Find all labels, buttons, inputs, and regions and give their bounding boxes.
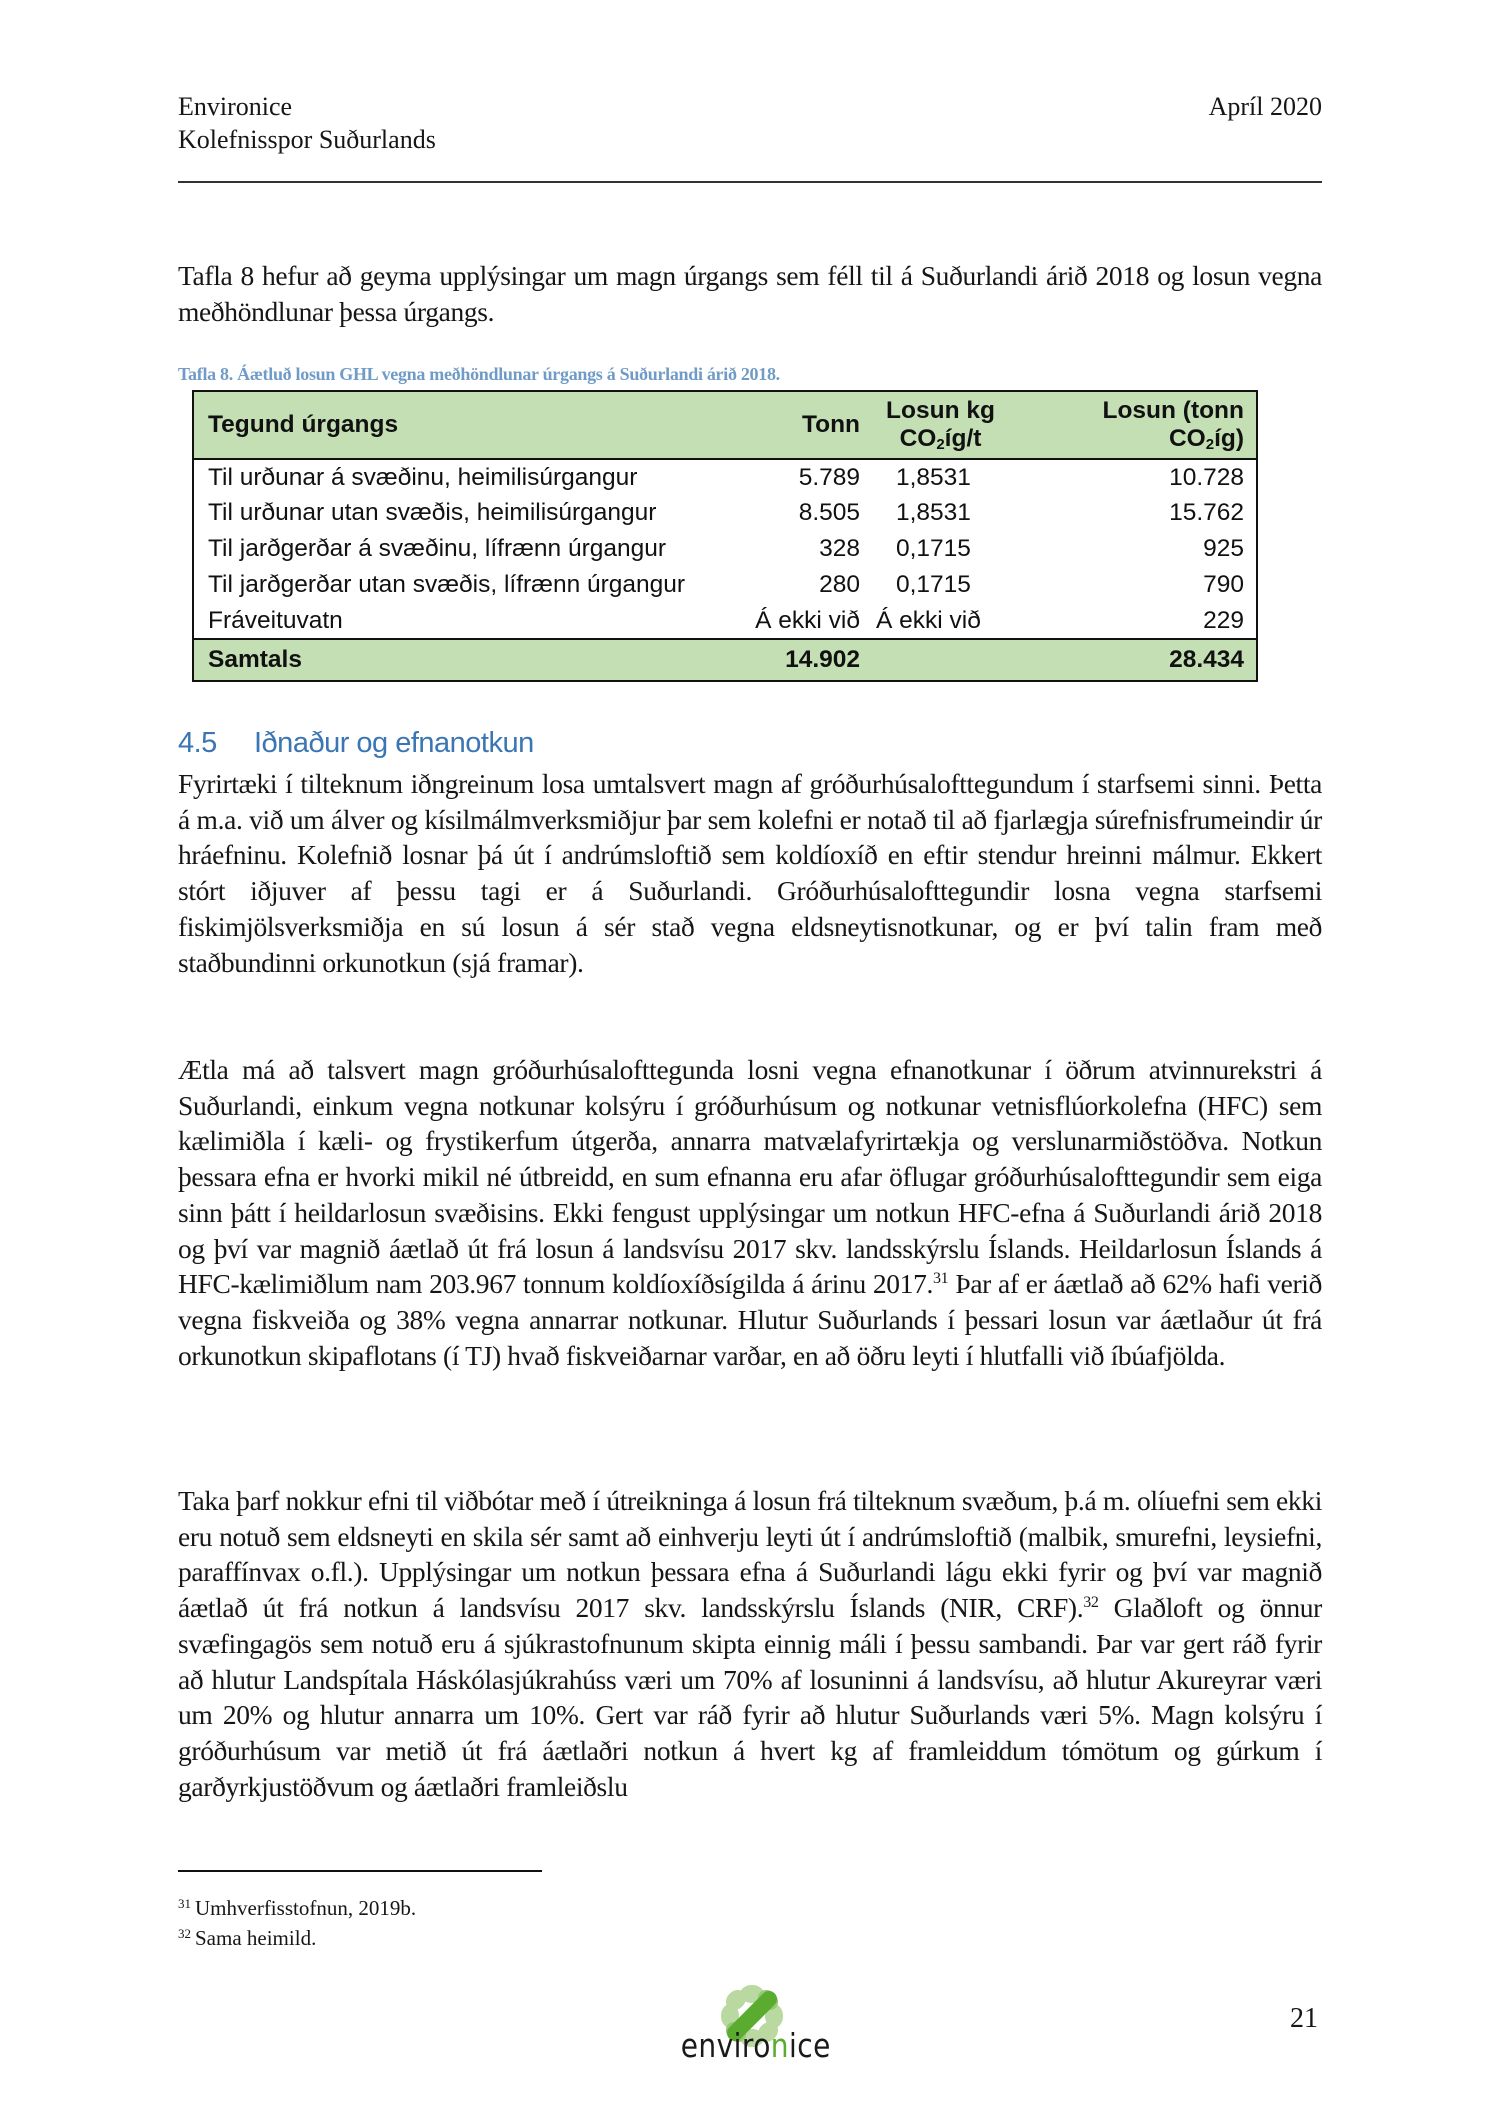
cell-type: Fráveituvatn: [208, 606, 343, 634]
paragraph-industry: Fyrirtæki í tilteknum iðngreinum losa umtalsvert magn af gróðurhúsalofttegundum í starfsemi sinni. Þetta á m.a. við um álver og kísilmálmverksmiðjur þar sem kolefni er notað til að fjarlægja súrefnisfrumeindir úr hráefninu. Kolefnið losnar þá út í andrúmsloftið sem koldíoxíð en eftir stendur hreinni málmur. Ekkert stórt iðjuver af þessu tagi er á Suðurlandi. Gróðurhúsalofttegundir losna vegna starfsemi fiskimjölsverksmiðja en sú losun á sér stað vegna eldsneytisnotkunar, og er því talin fram með staðbundinni orkunotkun (sjá framar).: [178, 768, 1322, 978]
factor-header-line1: Losun kg: [886, 397, 995, 424]
cell-type: Til jarðgerðar utan svæðis, lífrænn úrgangur: [208, 571, 686, 598]
total-factor: [868, 639, 1013, 681]
total-tonn: 14.902: [713, 639, 868, 681]
section-title: Iðnaður og efnanotkun: [254, 727, 534, 759]
header-left: [178, 90, 436, 156]
cell-emission: 10.728: [1169, 463, 1244, 491]
footnote-32: $^{32}$ Sama heimild.: [178, 1926, 317, 1950]
footnotes: [178, 1893, 416, 1953]
intro-paragraph: Tafla 8 hefur að geyma upplýsingar um magn úrgangs sem féll til á Suðurlandi árið 2018 og losun vegna meðhöndlunar þessa úrgangs.: [178, 260, 1322, 327]
cell-tonn: 8.505: [798, 499, 860, 526]
cell-tonn: 328: [819, 535, 860, 562]
header-report-title: Kolefnisspor Suðurlands: [178, 125, 436, 154]
paragraph-chemical-use: Ætla má að talsvert magn gróðurhúsalofttegunda losni vegna efnanotkunar í öðrum atvinnurekstri á Suðurlandi, einkum vegna notkunar kolsýru í gróðurhúsum og notkunar vetnisflúorkolefna (HFC) sem kælimiðla í kæli- og frystikerfum útgerða, annarra matvælafyrirtækja og verslunarmiðstöðva. Notkun þessara efna er hvorki mikil né útbreidd, en sum efnanna eru afar öflugar gróðurhúsalofttegundir sem eiga sinn þátt í heildarlosun svæðisins. Ekki fengust upplýsingar um notkun HFC-efna á Suðurlandi árið 2018 og því var magnið áætlað út frá losun á landsvísu 2017 skv. landsskýrslu Íslands. Heildarlosun Íslands á HFC-kælimiðlum nam 203.967 tonnum koldíoxíðsígilda á árinu 2017.31 Þar af er áætlað að 62% hafi verið vegna fiskveiða og 38% vegna annarrar notkunar. Hlutur Suðurlands í þessari losun var áætlaður út frá orkunotkun skipaflotans (í TJ) hvað fiskveiðarnar varðar, en að öðru leyti í hlutfalli við íbúafjölda.: [178, 1054, 1322, 1371]
cell-type: Til jarðgerðar á svæðinu, lífrænn úrgangur: [208, 535, 667, 562]
cell-factor: 1,8531: [896, 463, 971, 491]
column-header-emission: Losun (tonn $CO_2íg$): [1013, 391, 1257, 459]
footnote-ref-32[interactable]: 32: [1083, 1594, 1099, 1612]
table-caption: Tafla 8. Áætluð losun GHL vegna meðhöndlunar úrgangs á Suðurlandi árið 2018.: [178, 364, 780, 384]
page-number: 21: [1290, 2003, 1318, 2034]
table-row: [193, 567, 1257, 603]
table-row: [193, 603, 1257, 639]
cell-emission: 925: [1203, 535, 1244, 562]
total-label: Samtals: [193, 639, 713, 681]
header-date: Apríl 2020: [1208, 92, 1322, 121]
column-header-type: Tegund úrgangs: [193, 391, 713, 459]
table-row: [193, 459, 1257, 495]
footnote-31: $^{31}$ Umhverfisstofnun, 2019b.: [178, 1896, 417, 1920]
logo-wordmark: environice: [680, 2026, 831, 2065]
environice-logo: [668, 1982, 838, 2077]
cell-factor: 0,1715: [896, 571, 971, 598]
column-header-tonn: Tonn: [713, 391, 868, 459]
footnote-ref-31[interactable]: 31: [933, 1270, 949, 1288]
factor-header-line2: $CO_2íg/t$: [899, 425, 982, 453]
table-total-row: [193, 639, 1257, 681]
table-row: [193, 495, 1257, 531]
paragraph-other-substances: Taka þarf nokkur efni til viðbótar með í útreikninga á losun frá tilteknum svæðum, þ.á m. olíuefni sem ekki eru notuð sem eldsneyti en skila sér samt að einhverju leyti út í andrúmsloftið (malbik, smurefni, leysiefni, paraffínvax o.fl.). Upplýsingar um notkun þessara efna á Suðurlandi lágu ekki fyrir og því var magnið áætlað út frá notkun á landsvísu 2017 skv. landsskýrslu Íslands (NIR, CRF).$^{32}$ Glaðloft og önnur svæfingagös sem notuð eru á sjúkrastofnunum skipta einnig máli í þessu sambandi. Þar var gert ráð fyrir að hlutur Landspítala Háskólasjúkrahúss væri um 70% af losuninni á landsvísu, að hlutur Akureyrar væri um 20% og hlutur annarra um 10%. Gert var ráð fyrir að hlutur Suðurlands væri 5%. Magn kolsýru í gróðurhúsum var metið út frá áætlaðri notkun á hvert kg af framleiddum tómötum og gúrkum í garðyrkjustöðvum og áætlaðri framleiðslu: [178, 1485, 1322, 1802]
cell-type: Til urðunar utan svæðis, heimilisúrgangur: [208, 499, 657, 526]
waste-emissions-table: [192, 390, 1258, 682]
cell-type: Til urðunar á svæðinu, heimilisúrgangur: [208, 463, 638, 491]
table-header-row: [193, 391, 1257, 459]
cell-emission: 229: [1203, 606, 1244, 634]
cell-emission: 15.762: [1169, 499, 1244, 526]
column-header-factor: [868, 391, 1013, 459]
section-number: 4.5: [178, 727, 217, 759]
cell-factor: 0,1715: [896, 535, 971, 562]
table-row: [193, 531, 1257, 567]
cell-factor: Á ekki við: [876, 606, 981, 634]
cell-tonn: 280: [819, 571, 860, 598]
cell-tonn: 5.789: [798, 463, 860, 491]
header-organization: Environice: [178, 92, 293, 121]
section-heading: [178, 727, 534, 760]
header-divider: [178, 181, 1322, 183]
cell-tonn: Á ekki við: [755, 606, 860, 634]
total-emission: 28.434: [1013, 639, 1257, 681]
cell-factor: 1,8531: [896, 499, 971, 526]
footnote-divider: [178, 1870, 542, 1872]
cell-emission: 790: [1203, 571, 1244, 598]
